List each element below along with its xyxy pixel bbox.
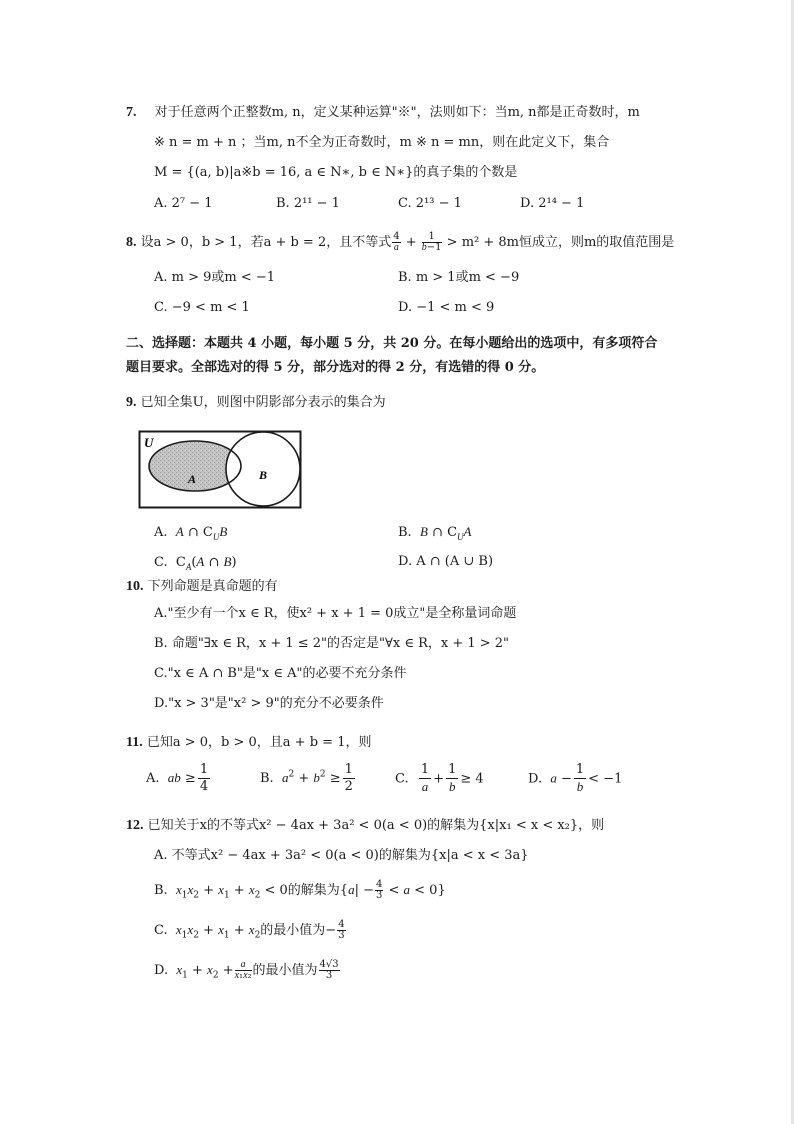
q10-option-b: B. 命题"∃x ∈ R，x + 1 ≤ 2"的否定是"∀x ∈ R，x + 1 > 2" [154,636,510,651]
q7-option-c: C. 2¹³ − 1 [398,196,462,211]
q12-text: 已知关于x的不等式x² − 4ax + 3a² < 0(a < 0)的解集为{x|x₁ < x < x₂}，则 [147,818,605,833]
q8-option-c: C. −9 < m < 1 [154,300,250,315]
q11-option-b: B. $a^2 + b^2$ ≥ $\frac{1}{2}$ [260,762,353,794]
q10-number: 10. [126,579,144,594]
q9-option-c: C. $C_A(A$ ∩ B) [154,554,237,572]
q11-number: 11. [126,735,143,750]
q11-line [126,733,371,753]
q8-frac-1-over-b-1: $\frac{1}{b-1}$ [421,231,442,253]
q9-option-b: B. B ∩ $C_UA$ [398,524,472,542]
q7-option-a: A. 2⁷ − 1 [154,196,213,211]
q11-text: 已知a > 0，b > 0，且a + b = 1，则 [146,735,372,750]
q8-option-d: D. −1 < m < 9 [398,300,495,315]
q8-frac-4-over-a: $\frac{4}{a}$ [393,231,400,253]
set-b-label: B [259,468,268,482]
q10-line [126,577,278,597]
q9-text: 已知全集U，则图中阴影部分表示的集合为 [140,395,386,410]
q7-text-line3: M = {(a, b)|a※b = 16, a ∈ N∗, b ∈ N∗}的真子集的个数是 [154,165,518,180]
section2-instructions-line2: 题目要求。全部选对的得 5 分，部分选对的得 2 分，有选错的得 0 分。 [126,360,545,375]
q9-option-a: A. A ∩ $C_UB$ [154,524,228,542]
q8-option-a: A. m > 9或m < −1 [154,270,276,285]
q10-text: 下列命题是真命题的有 [147,579,278,594]
set-a-label: A [188,472,197,486]
q7-text-line2: ※ n = m + n ；当m, n不全为正奇数时，m ※ n = mn，则在此定义下，集合 [154,135,610,150]
q12-option-c: C. $x_1x_2 + x_1 + x_2$的最小值为− $\frac{4}{3}$ [154,919,345,941]
q9-line [126,393,386,413]
venn-diagram [138,430,302,510]
q12-option-a: A. 不等式x² − 4ax + 3a² < 0(a < 0)的解集为{x|a < x < 3a} [154,848,529,863]
q10-option-d: D."x > 3"是"x² > 9"的充分不必要条件 [154,696,384,711]
universe-label: U [144,435,154,450]
q7-text-line1: 对于任意两个正整数m, n，定义某种运算"※"，法则如下：当m, n都是正奇数时，m [154,105,640,120]
q8-text-pre: 设a > 0，b > 1，若a + b = 2，且不等式 [140,235,392,250]
section2-instructions-line1: 二、选择题：本题共 4 小题，每小题 5 分，共 20 分。在每小题给出的选项中，有多项符合 [126,336,658,351]
q12-option-b: B. $x_1x_2 + x_1 + x_2 < 0$的解集为{a| − $\frac{4}{3}$ < a < 0} [154,879,446,901]
q7-option-b: B. 2¹¹ − 1 [276,196,340,211]
q12-number: 12. [126,818,144,833]
q7-option-d: D. 2¹⁴ − 1 [520,196,585,211]
q9-option-d: D. A ∩ (A ∪ B) [398,554,494,569]
q7-number: 7. [126,105,137,120]
q11-option-a: A. ab ≥ $\frac{1}{4}$ [146,762,209,794]
q11-option-d: D. a − $\frac{1}{b}$ < −1 [528,762,623,794]
q8-number: 8. [126,235,137,250]
q10-option-a: A."至少有一个x ∈ R，使x² + x + 1 = 0成立"是全称量词命题 [154,606,517,621]
q11-option-c: C. $\frac{1}{a}$ + $\frac{1}{b}$ ≥ 4 [395,762,484,794]
q12-option-d: D. $x_1 + x_2$ + $\frac{a}{\text{x₁x₂}}$ 的最小值为 $\frac{4√3}{3}$ [154,959,339,981]
q8-line: 8. 设a > 0，b > 1，若a + b = 2，且不等式 $\frac{4}{a}$ + $\frac{1}{b-1}$ > m² + 8m恒成立，则m的取值范围是 [126,231,675,253]
q12-line [126,816,604,836]
q8-text-post: > m² + 8m恒成立，则m的取值范围是 [442,235,675,250]
q7-line1 [126,103,640,123]
q8-option-b: B. m > 1或m < −9 [398,270,520,285]
q9-number: 9. [126,395,137,410]
q10-option-c: C."x ∈ A ∩ B"是"x ∈ A"的必要不充分条件 [154,666,407,681]
